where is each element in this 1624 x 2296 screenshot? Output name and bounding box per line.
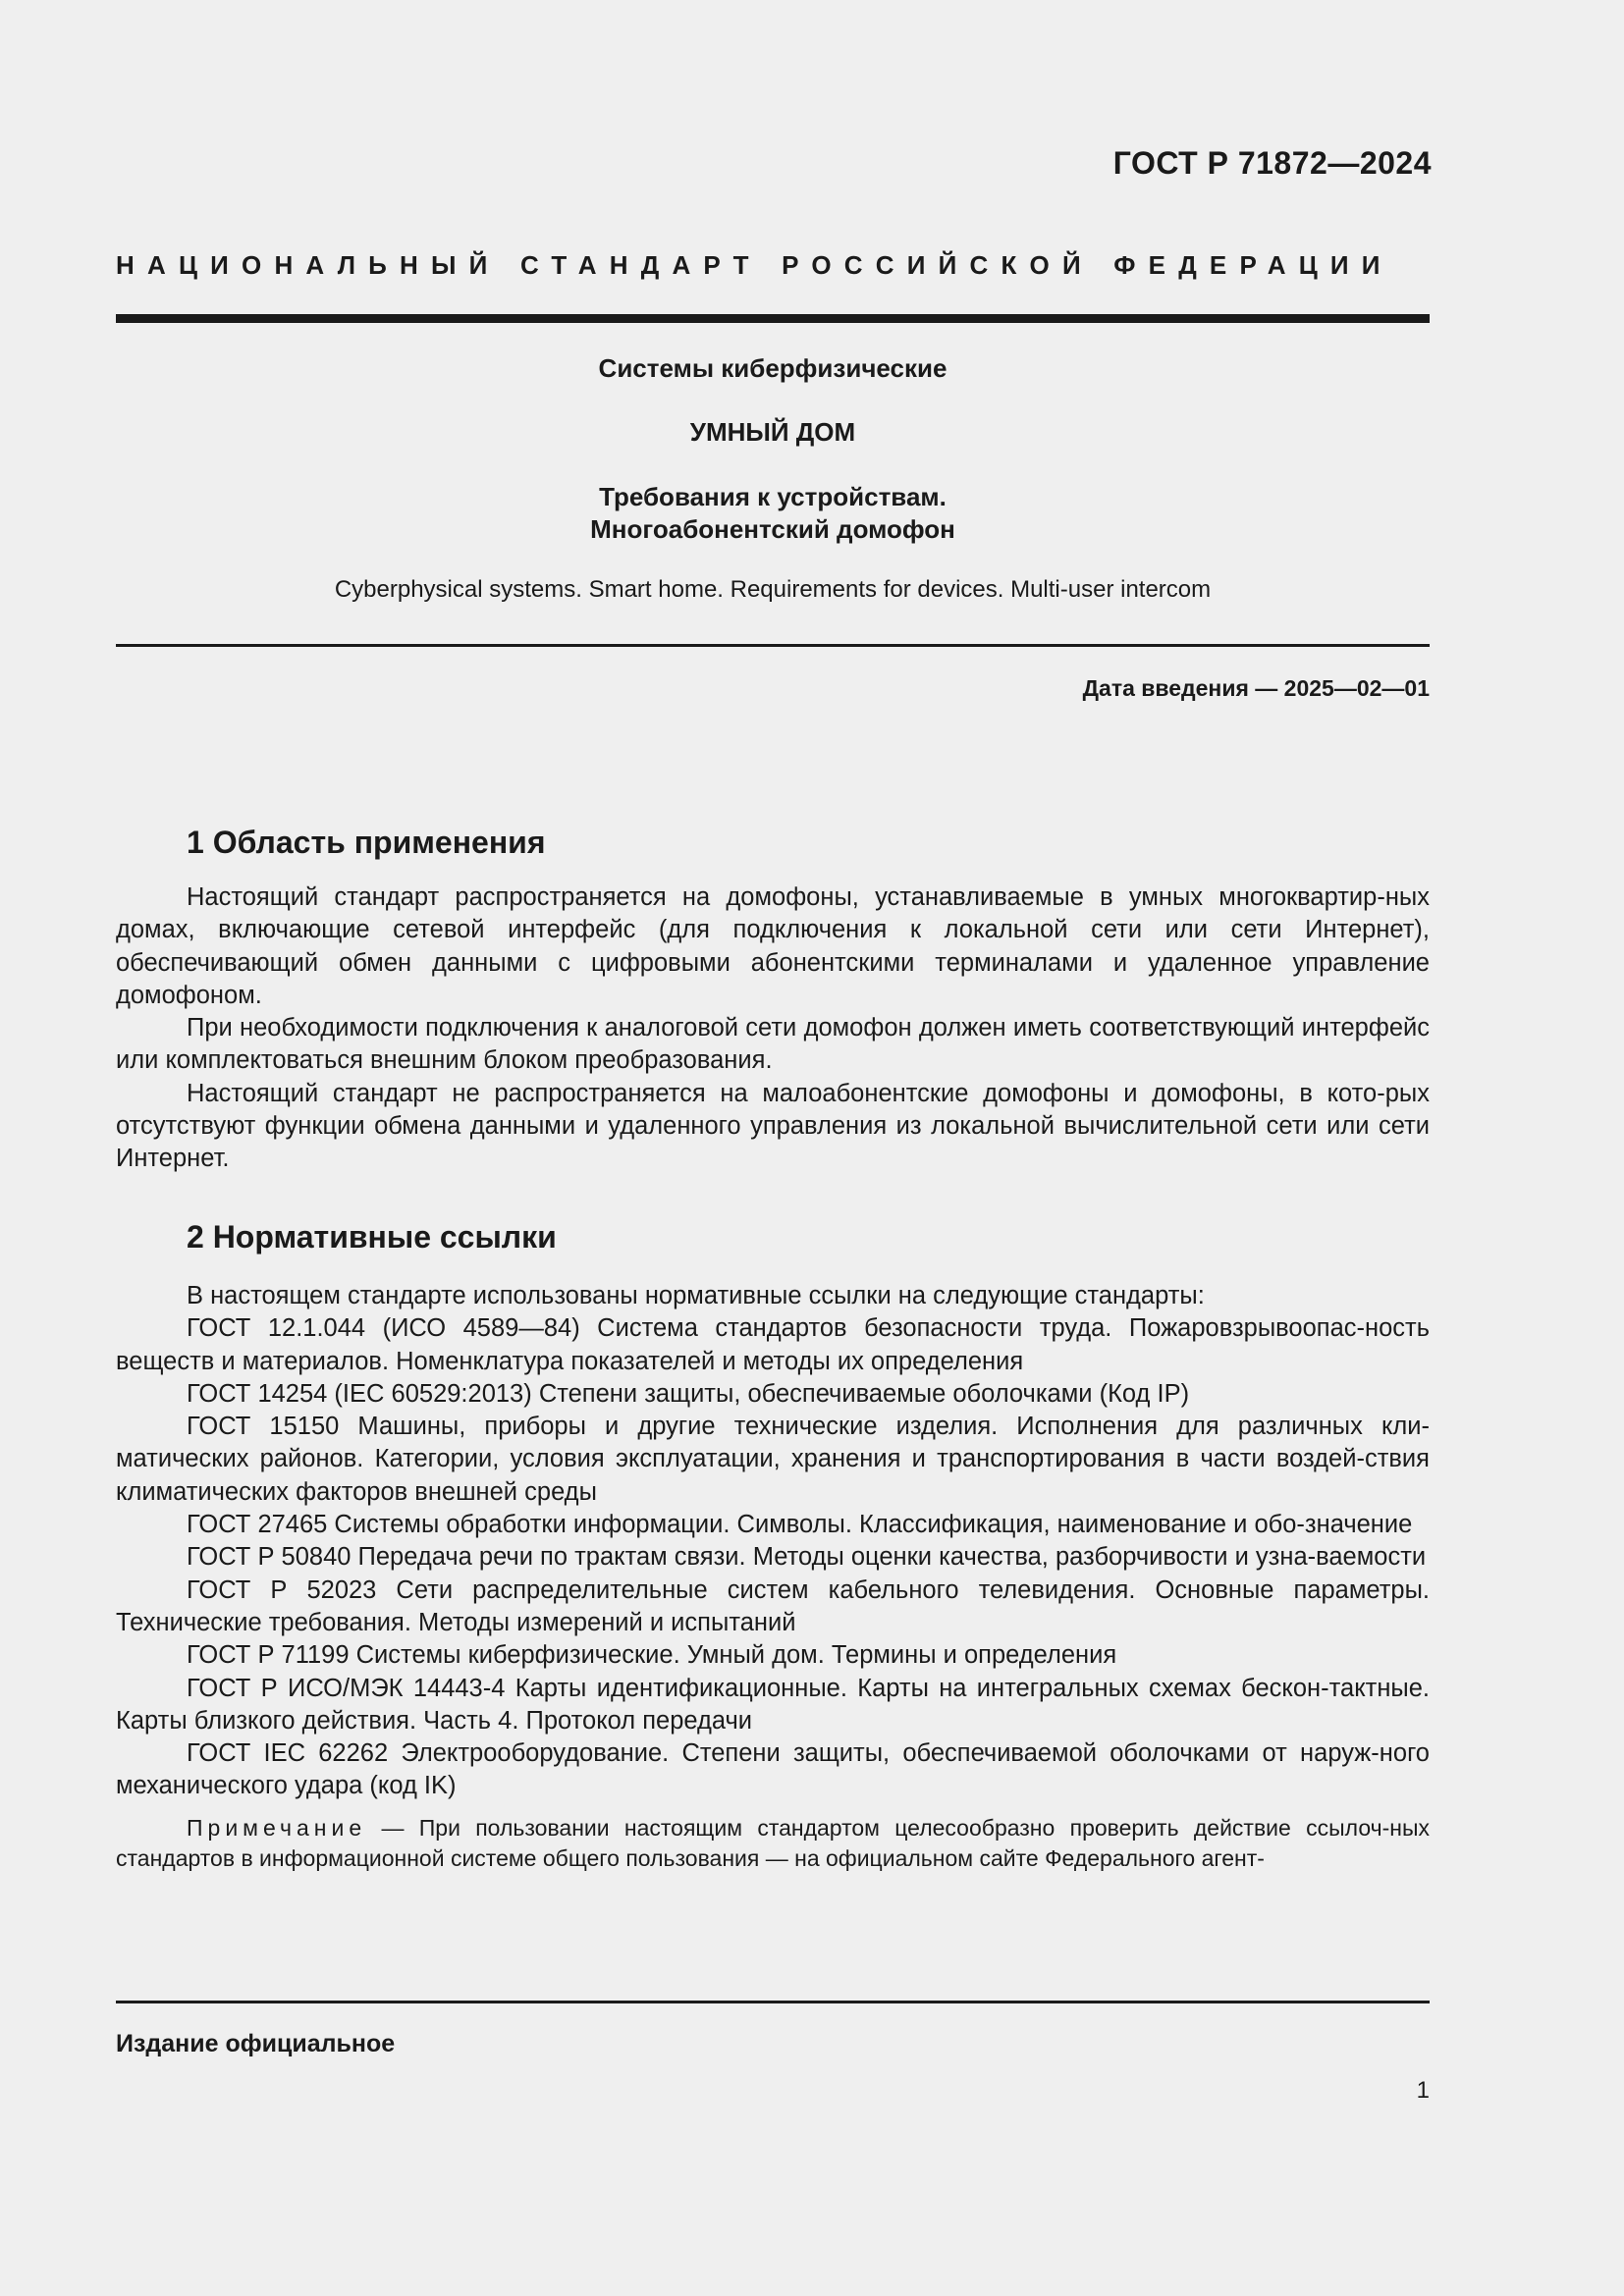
title-line-3b: Многоабонентский домофон bbox=[590, 514, 955, 544]
paragraph: Настоящий стандарт распространяется на домофоны, устанавливаемые в умных многоквартир-ных домах, включающие сетевой интерфейс (для подключения к локальной сети или сети Интернет), обеспечивающий обмен данными с цифровыми абонентскими терминалами и удаленное управление домофоном. bbox=[116, 883, 1430, 1009]
section-2-heading: 2 Нормативные ссылки bbox=[187, 1219, 557, 1255]
note-paragraph bbox=[116, 1813, 1430, 1874]
reference-item: ГОСТ Р 71199 Системы киберфизические. Умный дом. Термины и определения bbox=[187, 1641, 1117, 1670]
paragraph: В настоящем стандарте использованы нормативные ссылки на следующие стандарты: bbox=[187, 1282, 1205, 1309]
section-2-body bbox=[116, 1280, 1430, 1874]
reference-item: ГОСТ IEC 62262 Электрооборудование. Степени защиты, обеспечиваемой оболочками от наруж-ного механического удара (код IK) bbox=[116, 1739, 1430, 1800]
title-line-2: УМНЫЙ ДОМ bbox=[689, 417, 856, 447]
standard-code: ГОСТ Р 71872—2024 bbox=[1112, 145, 1432, 181]
title-line-3 bbox=[116, 481, 1430, 546]
reference-item: ГОСТ 12.1.044 (ИСО 4589—84) Система стандартов безопасности труда. Пожаровзрывоопас-ность веществ и материалов. Номенклатура показателей и методы их определения bbox=[116, 1314, 1430, 1375]
reference-item: ГОСТ Р 52023 Сети распределительные систем кабельного телевидения. Основные параметры. Технические требования. Методы измерений и испытаний bbox=[116, 1575, 1430, 1636]
page-number: 1 bbox=[1416, 2077, 1430, 2104]
national-standard-banner: НАЦИОНАЛЬНЫЙ СТАНДАРТ РОССИЙСКОЙ ФЕДЕРАЦИИ bbox=[116, 250, 1393, 280]
reference-item: ГОСТ 14254 (IEC 60529:2013) Степени защиты, обеспечиваемые оболочками (Код IP) bbox=[187, 1379, 1190, 1408]
english-title: Cyberphysical systems. Smart home. Requirements for devices. Multi-user intercom bbox=[334, 576, 1212, 603]
section-1-heading: 1 Область применения bbox=[187, 825, 546, 860]
header-thick-rule bbox=[116, 314, 1430, 323]
official-edition-label: Издание официальное bbox=[116, 2030, 396, 2057]
title-bottom-rule bbox=[116, 644, 1430, 647]
section-1-body bbox=[116, 881, 1430, 1176]
reference-item: ГОСТ Р ИСО/МЭК 14443-4 Карты идентификационные. Карты на интегральных схемах бескон-тактные. Карты близкого действия. Часть 4. Протокол передачи bbox=[116, 1674, 1430, 1735]
paragraph: При необходимости подключения к аналоговой сети домофон должен иметь соответствующий интерфейс или комплектоваться внешним блоком преобразования. bbox=[116, 1014, 1430, 1075]
note-label: Примечание bbox=[187, 1814, 367, 1841]
note-text: — При пользовании настоящим стандартом целесообразно проверить действие ссылоч-ных стандартов в информационной системе общего пользования — на официальном сайте Федерального агент- bbox=[116, 1814, 1430, 1871]
title-line-3a: Требования к устройствам. bbox=[599, 482, 947, 511]
reference-item: ГОСТ 27465 Системы обработки информации. Символы. Классификация, наименование и обо-значение bbox=[187, 1511, 1413, 1539]
reference-item: ГОСТ 15150 Машины, приборы и другие технические изделия. Исполнения для различных кли-матических районов. Категории, условия эксплуатации, хранения и транспортирования в части воздей-ствия климатических факторов внешней среды bbox=[116, 1413, 1430, 1506]
footer-rule bbox=[116, 2001, 1430, 2003]
title-line-1: Системы киберфизические bbox=[598, 353, 947, 383]
paragraph: Настоящий стандарт не распространяется на малоабонентские домофоны и домофоны, в кото-рых отсутствуют функции обмена данными и удаленного управления из локальной вычислительной сети или сети Интернет. bbox=[116, 1079, 1430, 1173]
introduction-date: Дата введения — 2025—02—01 bbox=[1082, 675, 1430, 701]
reference-item: ГОСТ Р 50840 Передача речи по трактам связи. Методы оценки качества, разборчивости и узна-ваемости bbox=[187, 1543, 1427, 1572]
